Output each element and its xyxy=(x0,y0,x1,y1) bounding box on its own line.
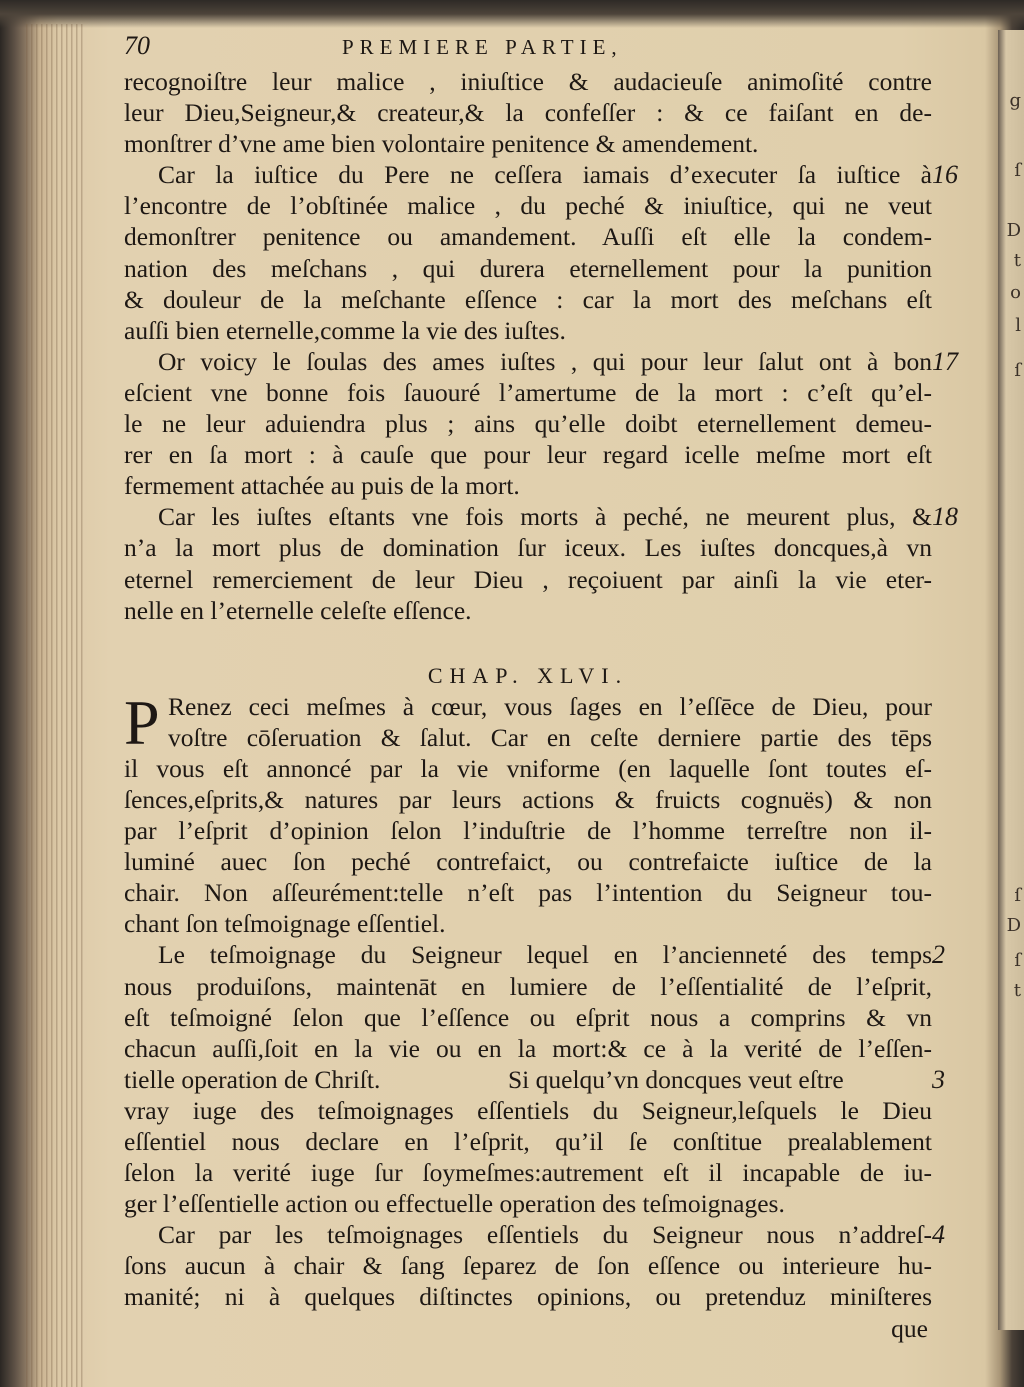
text-line: eſt teſmoigné ſelon que l’eſſence ou eſprit nous a comprins & vn xyxy=(124,1002,932,1032)
text-line: ſelon la verité iuge ſur ſoymeſmes:autrement eſt il incapable de iu- xyxy=(124,1158,932,1188)
verse-number: 2 xyxy=(932,940,945,970)
text-line: demonſtrer penitence ou amandement. Auſſi eſt elle la condem- xyxy=(124,222,932,252)
text-line: Car par les teſmoignages eſſentiels du Seigneur nous n’addreſ- xyxy=(158,1220,932,1250)
paragraph-verse-17 xyxy=(124,346,958,501)
text-line: monſtrer d’vne ame bien volontaire penitence & amendement. xyxy=(124,129,759,159)
verse-number: 18 xyxy=(932,502,958,532)
facing-glyph: ſ xyxy=(1014,950,1021,971)
page-number: 70 xyxy=(124,31,150,60)
text-line: eſcient vne bonne fois ſauouré l’amertume de la mort : c’eſt qu’el- xyxy=(124,377,932,407)
paragraph-verse-2 xyxy=(124,939,945,1094)
paragraph-verse-4 xyxy=(124,1219,945,1312)
text-line: chacun auſſi,ſoit en la vie ou en la mort:& ce à la verité de l’eſſen- xyxy=(124,1033,932,1063)
text-line: n’a la mort plus de domination ſur iceux. Les iuſtes doncques,à vn xyxy=(124,533,932,563)
drop-capital: P xyxy=(124,686,160,758)
paragraph-verse-16 xyxy=(124,159,958,346)
text-line: auſſi bien eternelle,comme la vie des iuſtes. xyxy=(124,315,566,345)
text-line: Or voicy le ſoulas des ames iuſtes , qui pour leur ſalut ont à bon xyxy=(158,346,932,376)
verse-number: 4 xyxy=(932,1220,945,1250)
text-line: eternel remerciement de leur Dieu , reçoiuent par ainſi la vie eter- xyxy=(124,564,932,594)
text-line: nous produiſons, maintenāt en lumiere de l’eſſentialité de l’eſprit, xyxy=(124,971,932,1001)
paragraph-verse-3 xyxy=(124,1095,932,1219)
text-fragment: tielle operation de Chriſt. xyxy=(124,1064,381,1094)
text-line: l’encontre de l’obſtinée malice , du peché & iniuſtice, qui ne veut xyxy=(124,191,932,221)
facing-glyph: ſ xyxy=(1014,885,1021,906)
text-line: rer en ſa mort : à cauſe que pour leur regard icelle meſme mort eſt xyxy=(124,440,932,470)
facing-glyph: D xyxy=(1006,915,1021,936)
text-line: vray iuge des teſmoignages eſſentiels du Seigneur,leſquels le Dieu xyxy=(124,1095,932,1125)
paragraph-verse-18 xyxy=(124,501,958,625)
facing-glyph: ſ xyxy=(1014,360,1021,381)
text-line: fermement attachée au puis de la mort. xyxy=(124,471,520,501)
text-line: chair. Non aſſeurément:telle n’eſt pas l’intention du Seigneur tou- xyxy=(124,878,932,908)
facing-glyph: g xyxy=(1009,90,1021,111)
catchword: que xyxy=(891,1313,928,1343)
facing-glyph: l xyxy=(1015,315,1021,336)
text-line: voſtre cōſeruation & ſalut. Car en ceſte derniere partie des tēps xyxy=(168,722,932,752)
text-line: luminé auec ſon peché contrefaict, ou contrefaicte iuſtice de la xyxy=(124,847,932,877)
paragraph-verse-1 xyxy=(124,686,932,940)
text-line: leur Dieu,Seigneur,& createur,& la confeſſer : & ce faiſant en de- xyxy=(124,98,932,128)
text-line: recognoiſtre leur malice , iniuſtice & audacieuſe animoſité contre xyxy=(124,67,932,96)
text-line xyxy=(124,1064,945,1095)
facing-glyph: D xyxy=(1006,220,1021,241)
text-line: manité; ni à quelques diſtinctes opinions, ou pretenduz miniſteres xyxy=(124,1282,932,1312)
text-line: ger l’eſſentielle action ou effectuelle operation des teſmoignages. xyxy=(124,1189,785,1219)
text-line: & douleur de la meſchante eſſence : car la mort des meſchans eſt xyxy=(124,284,932,314)
verse-number: 3 xyxy=(932,1064,945,1094)
text-line: nelle en l’eternelle celeſte eſſence. xyxy=(124,595,472,625)
facing-glyph: o xyxy=(1010,282,1021,303)
page-edges xyxy=(26,24,86,1387)
paragraph-continuation xyxy=(124,66,932,159)
text-line: Le teſmoignage du Seigneur lequel en l’ancienneté des temps xyxy=(158,940,932,970)
text-line: par l’eſprit d’opinion ſelon l’induſtrie de l’homme terreſtre non il- xyxy=(124,816,932,846)
page-text xyxy=(124,30,958,1344)
text-line: Car les iuſtes eſtants vne fois morts à peché, ne meurent plus, & xyxy=(158,502,932,532)
text-fragment: Si quelqu’vn doncques veut eſtre xyxy=(508,1064,844,1094)
verse-number: 17 xyxy=(932,346,958,376)
text-line: chant ſon teſmoignage eſſentiel. xyxy=(124,909,446,939)
text-line: eſſentiel nous declare en l’eſprit, qu’il ſe conſtitue prealablement xyxy=(124,1127,932,1156)
text-line: le ne leur aduiendra plus ; ains qu’elle doibt eternellement demeu- xyxy=(124,409,932,439)
running-head: PREMIERE PARTIE, xyxy=(342,35,623,59)
text-line: nation des meſchans , qui durera eternellement pour la punition xyxy=(124,253,932,283)
facing-glyph: t xyxy=(1013,250,1021,271)
facing-page xyxy=(998,30,1024,1330)
text-line: Renez ceci meſmes à cœur, vous ſages en l’eſſēce de Dieu, pour xyxy=(168,691,932,721)
text-line: ſons aucun à chair & ſang ſeparez de ſon eſſence ou interieure hu- xyxy=(124,1251,932,1281)
text-line: Car la iuſtice du Pere ne ceſſera iamais d’executer ſa iuſtice à xyxy=(158,160,932,190)
text-line: il vous eſt annoncé par la vie vniforme (en laquelle ſont toutes eſ- xyxy=(124,753,932,783)
facing-glyph: ſ xyxy=(1014,160,1021,181)
chapter-heading: CHAP. XLVI. xyxy=(427,662,629,688)
top-shadow xyxy=(0,0,1024,28)
text-line: ſences,eſprits,& natures par leurs actions & fruicts cognuës) & non xyxy=(124,784,932,814)
verse-number: 16 xyxy=(932,160,958,190)
page-header xyxy=(124,30,932,66)
facing-glyph: t xyxy=(1013,980,1021,1001)
